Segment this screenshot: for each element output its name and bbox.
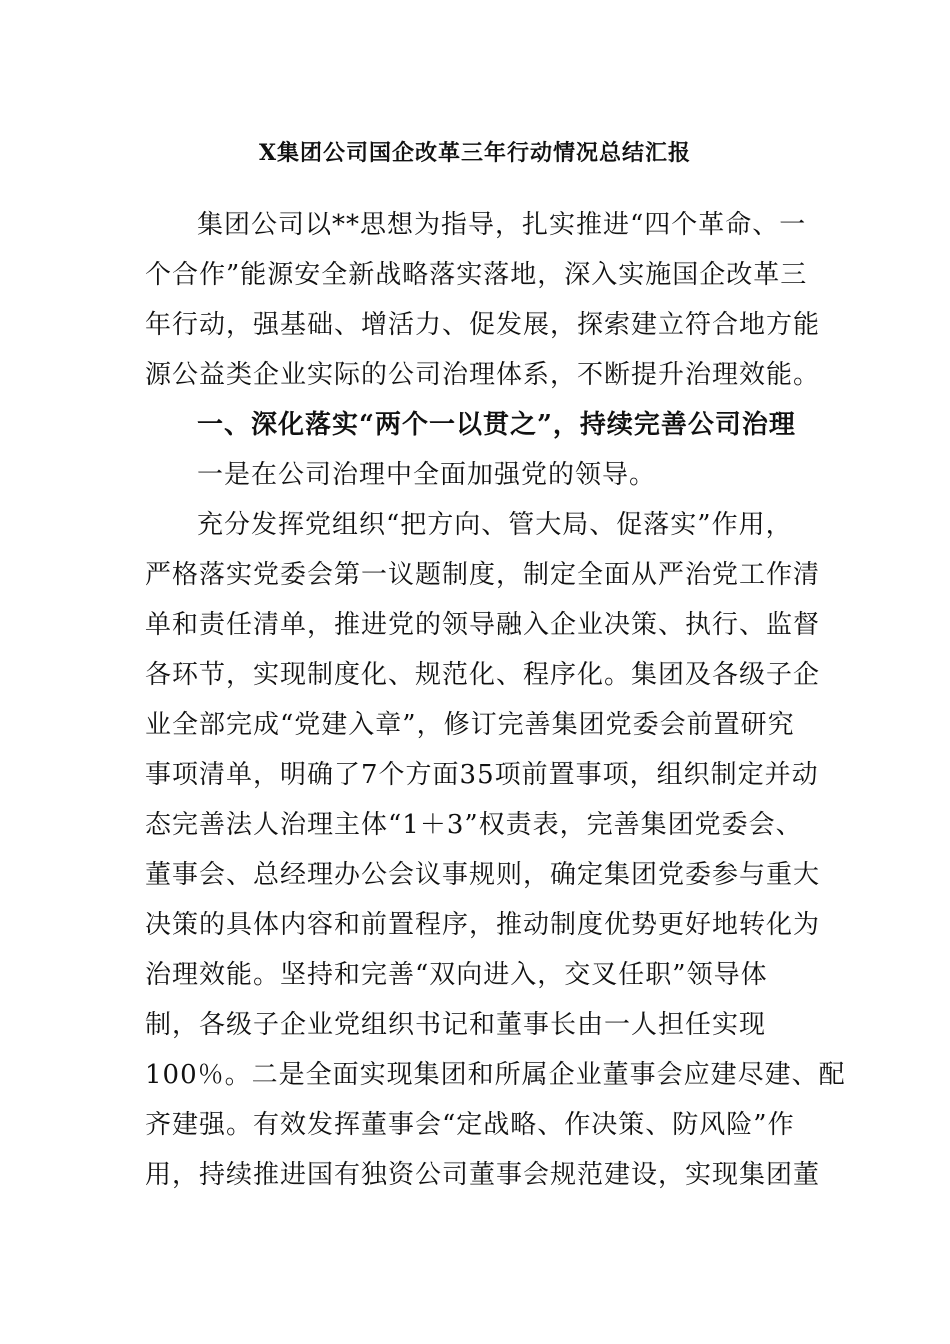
paragraph-line: 制，各级子企业党组织书记和董事长由一人担任实现 [145, 1010, 767, 1040]
paragraph-line: 100％。二是全面实现集团和所属企业董事会应建尽建、配 [145, 1060, 846, 1090]
paragraph-line: 一是在公司治理中全面加强党的领导。 [197, 460, 657, 490]
paragraph-line: 齐建强。有效发挥董事会“定战略、作决策、防风险”作 [145, 1110, 795, 1140]
paragraph-line: 个合作”能源安全新战略落实落地，深入实施国企改革三 [145, 260, 808, 290]
paragraph-line: 董事会、总经理办公会议事规则，确定集团党委参与重大 [145, 860, 821, 890]
paragraph-line: 集团公司以**思想为指导，扎实推进“四个革命、一 [197, 210, 807, 240]
paragraph-line: 严格落实党委会第一议题制度，制定全面从严治党工作清 [145, 560, 821, 590]
paragraph-line: 事项清单，明确了7个方面35项前置事项，组织制定并动 [145, 760, 819, 790]
section-heading: 一、深化落实“两个一以贯之”，持续完善公司治理 [197, 410, 796, 440]
paragraph-line: 年行动，强基础、增活力、促发展，探索建立符合地方能 [145, 310, 821, 340]
paragraph-line: 态完善法人治理主体“1＋3”权责表，完善集团党委会、 [145, 810, 803, 840]
paragraph-line: 充分发挥党组织“把方向、管大局、促落实”作用， [197, 510, 793, 540]
paragraph-line: 用，持续推进国有独资公司董事会规范建设，实现集团董 [145, 1160, 821, 1190]
paragraph-line: 业全部完成“党建入章”，修订完善集团党委会前置研究 [145, 710, 795, 740]
paragraph-line: 决策的具体内容和前置程序，推动制度优势更好地转化为 [145, 910, 821, 940]
paragraph-line: 各环节，实现制度化、规范化、程序化。集团及各级子企 [145, 660, 821, 690]
paragraph-line: 单和责任清单，推进党的领导融入企业决策、执行、监督 [145, 610, 821, 640]
paragraph-line: 源公益类企业实际的公司治理体系，不断提升治理效能。 [145, 360, 821, 390]
document-title: X集团公司国企改革三年行动情况总结汇报 [258, 140, 692, 166]
paragraph-line: 治理效能。坚持和完善“双向进入，交叉任职”领导体 [145, 960, 768, 990]
